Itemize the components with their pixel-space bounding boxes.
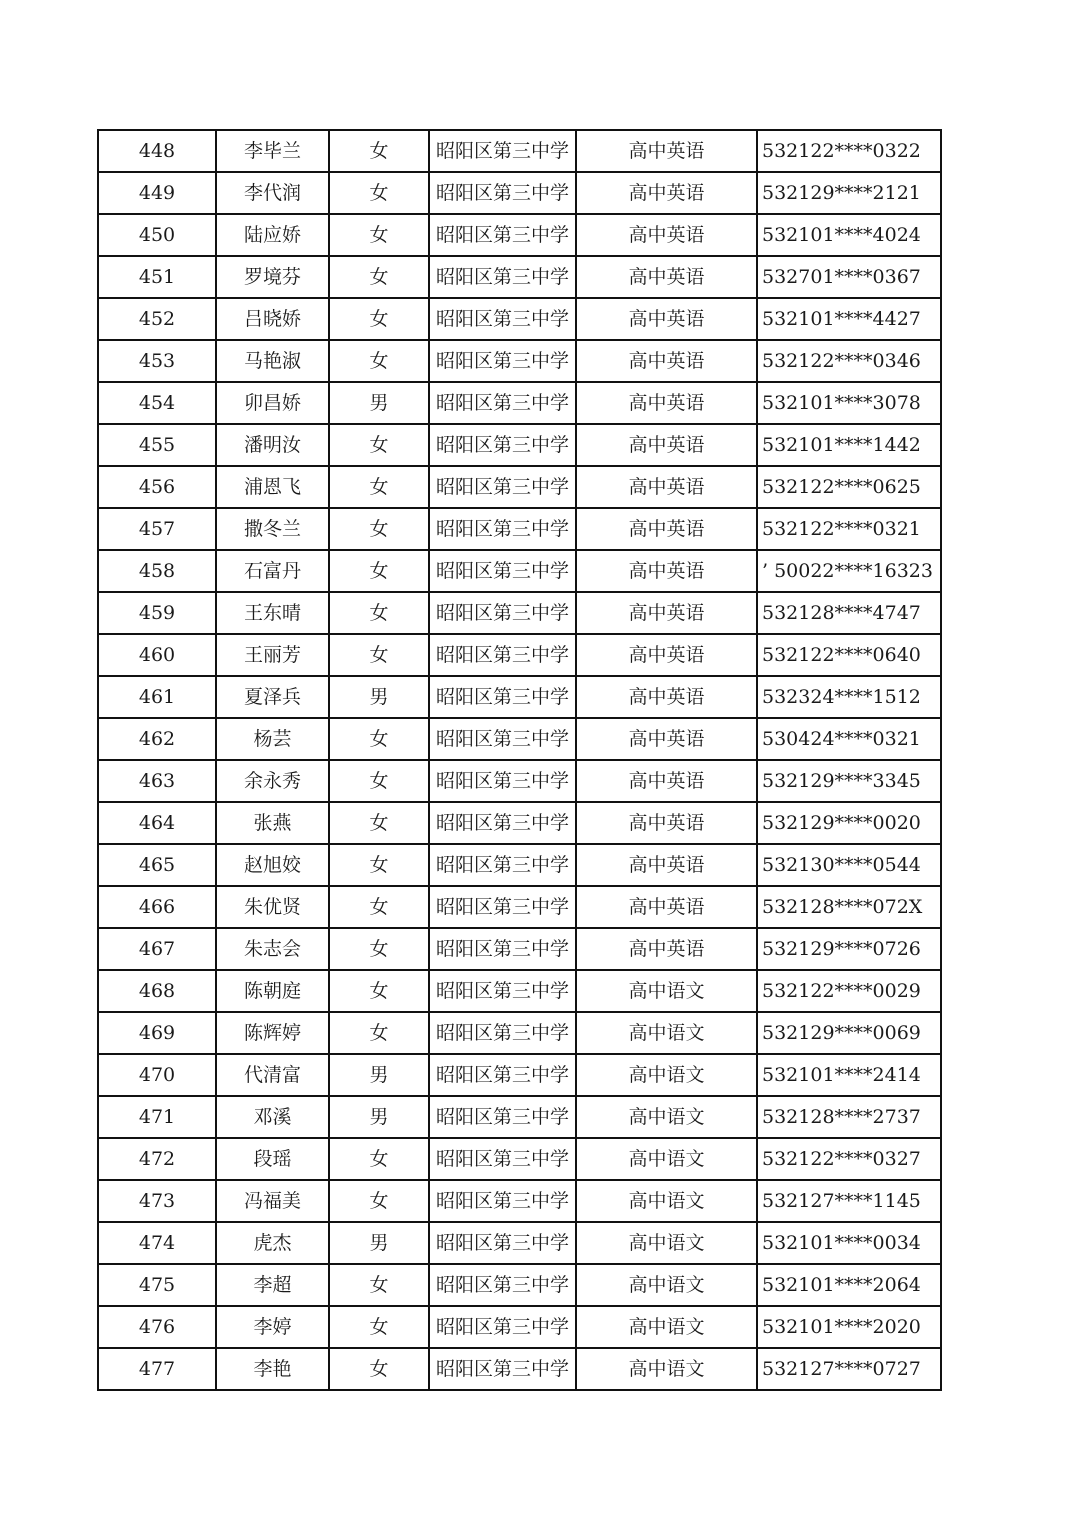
- gender-cell: 女: [329, 592, 429, 634]
- school-cell: 昭阳区第三中学: [429, 634, 576, 676]
- table-row: [98, 298, 941, 340]
- gender-cell: 女: [329, 1012, 429, 1054]
- gender-cell: 女: [329, 298, 429, 340]
- table-row: [98, 130, 941, 172]
- row-number-cell: 450: [98, 214, 216, 256]
- subject-cell: 高中英语: [576, 172, 757, 214]
- subject-cell: 高中英语: [576, 592, 757, 634]
- gender-cell: 女: [329, 1138, 429, 1180]
- table-row: [98, 1138, 941, 1180]
- gender-cell: 男: [329, 382, 429, 424]
- row-number-cell: 449: [98, 172, 216, 214]
- school-cell: 昭阳区第三中学: [429, 886, 576, 928]
- row-number-cell: 457: [98, 508, 216, 550]
- school-cell: 昭阳区第三中学: [429, 970, 576, 1012]
- school-cell: 昭阳区第三中学: [429, 1222, 576, 1264]
- id-number-cell: 532324****1512: [757, 676, 941, 718]
- subject-cell: 高中语文: [576, 1096, 757, 1138]
- table-row: [98, 214, 941, 256]
- school-cell: 昭阳区第三中学: [429, 1012, 576, 1054]
- subject-cell: 高中英语: [576, 760, 757, 802]
- subject-cell: 高中英语: [576, 130, 757, 172]
- subject-cell: 高中英语: [576, 550, 757, 592]
- subject-cell: 高中英语: [576, 676, 757, 718]
- subject-cell: 高中语文: [576, 1138, 757, 1180]
- school-cell: 昭阳区第三中学: [429, 1264, 576, 1306]
- name-cell: 潘明汝: [216, 424, 329, 466]
- name-cell: 冯福美: [216, 1180, 329, 1222]
- row-number-cell: 472: [98, 1138, 216, 1180]
- table-row: [98, 1012, 941, 1054]
- row-number-cell: 451: [98, 256, 216, 298]
- id-number-cell: 532129****0020: [757, 802, 941, 844]
- row-number-cell: 459: [98, 592, 216, 634]
- id-number-cell: 532127****0727: [757, 1348, 941, 1390]
- subject-cell: 高中英语: [576, 466, 757, 508]
- name-cell: 李超: [216, 1264, 329, 1306]
- name-cell: 虎杰: [216, 1222, 329, 1264]
- row-number-cell: 462: [98, 718, 216, 760]
- row-number-cell: 469: [98, 1012, 216, 1054]
- table-row: [98, 1222, 941, 1264]
- table-row: [98, 424, 941, 466]
- subject-cell: 高中英语: [576, 340, 757, 382]
- id-number-cell: 532122****0321: [757, 508, 941, 550]
- row-number-cell: 474: [98, 1222, 216, 1264]
- id-number-cell: 532129****0726: [757, 928, 941, 970]
- gender-cell: 女: [329, 550, 429, 592]
- row-number-cell: 456: [98, 466, 216, 508]
- row-number-cell: 453: [98, 340, 216, 382]
- school-cell: 昭阳区第三中学: [429, 1348, 576, 1390]
- table-row: [98, 1180, 941, 1222]
- subject-cell: 高中英语: [576, 634, 757, 676]
- gender-cell: 男: [329, 1096, 429, 1138]
- row-number-cell: 448: [98, 130, 216, 172]
- roster-body: [98, 130, 941, 1390]
- school-cell: 昭阳区第三中学: [429, 424, 576, 466]
- row-number-cell: 463: [98, 760, 216, 802]
- table-row: [98, 634, 941, 676]
- name-cell: 李婷: [216, 1306, 329, 1348]
- name-cell: 王东晴: [216, 592, 329, 634]
- id-number-cell: 532101****2414: [757, 1054, 941, 1096]
- gender-cell: 女: [329, 718, 429, 760]
- school-cell: 昭阳区第三中学: [429, 214, 576, 256]
- table-row: [98, 1054, 941, 1096]
- school-cell: 昭阳区第三中学: [429, 802, 576, 844]
- row-number-cell: 468: [98, 970, 216, 1012]
- gender-cell: 男: [329, 1054, 429, 1096]
- school-cell: 昭阳区第三中学: [429, 550, 576, 592]
- id-number-cell: 532122****0640: [757, 634, 941, 676]
- gender-cell: 女: [329, 1306, 429, 1348]
- name-cell: 王丽芳: [216, 634, 329, 676]
- id-number-cell: 532122****0322: [757, 130, 941, 172]
- gender-cell: 女: [329, 844, 429, 886]
- name-cell: 朱优贤: [216, 886, 329, 928]
- table-row: [98, 718, 941, 760]
- id-number-cell: 530424****0321: [757, 718, 941, 760]
- row-number-cell: 461: [98, 676, 216, 718]
- subject-cell: 高中语文: [576, 1264, 757, 1306]
- id-number-cell: 532122****0346: [757, 340, 941, 382]
- name-cell: 吕晓娇: [216, 298, 329, 340]
- table-row: [98, 172, 941, 214]
- school-cell: 昭阳区第三中学: [429, 592, 576, 634]
- table-row: [98, 382, 941, 424]
- subject-cell: 高中英语: [576, 508, 757, 550]
- gender-cell: 女: [329, 340, 429, 382]
- gender-cell: 女: [329, 424, 429, 466]
- subject-cell: 高中英语: [576, 886, 757, 928]
- gender-cell: 女: [329, 1348, 429, 1390]
- subject-cell: 高中语文: [576, 1180, 757, 1222]
- school-cell: 昭阳区第三中学: [429, 928, 576, 970]
- gender-cell: 女: [329, 886, 429, 928]
- name-cell: 李代润: [216, 172, 329, 214]
- subject-cell: 高中英语: [576, 928, 757, 970]
- school-cell: 昭阳区第三中学: [429, 130, 576, 172]
- table-row: [98, 886, 941, 928]
- name-cell: 李毕兰: [216, 130, 329, 172]
- name-cell: 石富丹: [216, 550, 329, 592]
- gender-cell: 女: [329, 508, 429, 550]
- school-cell: 昭阳区第三中学: [429, 718, 576, 760]
- row-number-cell: 466: [98, 886, 216, 928]
- subject-cell: 高中语文: [576, 1348, 757, 1390]
- school-cell: 昭阳区第三中学: [429, 760, 576, 802]
- name-cell: 陈辉婷: [216, 1012, 329, 1054]
- table-row: [98, 466, 941, 508]
- id-number-cell: 532122****0625: [757, 466, 941, 508]
- row-number-cell: 477: [98, 1348, 216, 1390]
- id-number-cell: 532101****2020: [757, 1306, 941, 1348]
- row-number-cell: 467: [98, 928, 216, 970]
- table-row: [98, 1096, 941, 1138]
- subject-cell: 高中语文: [576, 970, 757, 1012]
- table-row: [98, 802, 941, 844]
- gender-cell: 女: [329, 130, 429, 172]
- row-number-cell: 455: [98, 424, 216, 466]
- school-cell: 昭阳区第三中学: [429, 676, 576, 718]
- name-cell: 浦恩飞: [216, 466, 329, 508]
- name-cell: 余永秀: [216, 760, 329, 802]
- name-cell: 张燕: [216, 802, 329, 844]
- gender-cell: 女: [329, 970, 429, 1012]
- subject-cell: 高中英语: [576, 298, 757, 340]
- school-cell: 昭阳区第三中学: [429, 1138, 576, 1180]
- name-cell: 段瑶: [216, 1138, 329, 1180]
- gender-cell: 女: [329, 1180, 429, 1222]
- name-cell: 陈朝庭: [216, 970, 329, 1012]
- table-row: [98, 676, 941, 718]
- table-row: [98, 928, 941, 970]
- row-number-cell: 470: [98, 1054, 216, 1096]
- name-cell: 代清富: [216, 1054, 329, 1096]
- gender-cell: 女: [329, 634, 429, 676]
- name-cell: 夏泽兵: [216, 676, 329, 718]
- subject-cell: 高中英语: [576, 718, 757, 760]
- school-cell: 昭阳区第三中学: [429, 172, 576, 214]
- table-row: [98, 592, 941, 634]
- row-number-cell: 452: [98, 298, 216, 340]
- school-cell: 昭阳区第三中学: [429, 382, 576, 424]
- school-cell: 昭阳区第三中学: [429, 1180, 576, 1222]
- row-number-cell: 476: [98, 1306, 216, 1348]
- id-number-cell: 532101****0034: [757, 1222, 941, 1264]
- id-number-cell: 532101****3078: [757, 382, 941, 424]
- subject-cell: 高中语文: [576, 1054, 757, 1096]
- school-cell: 昭阳区第三中学: [429, 508, 576, 550]
- table-row: [98, 844, 941, 886]
- subject-cell: 高中英语: [576, 424, 757, 466]
- gender-cell: 女: [329, 172, 429, 214]
- id-number-cell: 532127****1145: [757, 1180, 941, 1222]
- name-cell: 杨芸: [216, 718, 329, 760]
- school-cell: 昭阳区第三中学: [429, 1096, 576, 1138]
- subject-cell: 高中语文: [576, 1222, 757, 1264]
- id-number-cell: 532701****0367: [757, 256, 941, 298]
- row-number-cell: 471: [98, 1096, 216, 1138]
- table-row: [98, 256, 941, 298]
- gender-cell: 女: [329, 214, 429, 256]
- id-number-cell: 532128****4747: [757, 592, 941, 634]
- school-cell: 昭阳区第三中学: [429, 1306, 576, 1348]
- id-number-cell: 532101****2064: [757, 1264, 941, 1306]
- table-row: [98, 340, 941, 382]
- school-cell: 昭阳区第三中学: [429, 466, 576, 508]
- table-row: [98, 550, 941, 592]
- id-number-cell: 532101****4427: [757, 298, 941, 340]
- gender-cell: 女: [329, 760, 429, 802]
- name-cell: 卯昌娇: [216, 382, 329, 424]
- table-row: [98, 1348, 941, 1390]
- school-cell: 昭阳区第三中学: [429, 298, 576, 340]
- gender-cell: 女: [329, 1264, 429, 1306]
- school-cell: 昭阳区第三中学: [429, 1054, 576, 1096]
- subject-cell: 高中英语: [576, 382, 757, 424]
- school-cell: 昭阳区第三中学: [429, 844, 576, 886]
- gender-cell: 男: [329, 676, 429, 718]
- subject-cell: 高中语文: [576, 1012, 757, 1054]
- name-cell: 陆应娇: [216, 214, 329, 256]
- subject-cell: 高中英语: [576, 256, 757, 298]
- row-number-cell: 460: [98, 634, 216, 676]
- subject-cell: 高中英语: [576, 844, 757, 886]
- table-row: [98, 508, 941, 550]
- table-row: [98, 760, 941, 802]
- table-row: [98, 1306, 941, 1348]
- id-number-cell: 532129****2121: [757, 172, 941, 214]
- subject-cell: 高中英语: [576, 802, 757, 844]
- row-number-cell: 473: [98, 1180, 216, 1222]
- id-number-cell: 532128****2737: [757, 1096, 941, 1138]
- name-cell: 撒冬兰: [216, 508, 329, 550]
- id-number-cell: 532128****072X: [757, 886, 941, 928]
- id-number-cell: 532130****0544: [757, 844, 941, 886]
- roster-table: [97, 129, 942, 1391]
- gender-cell: 男: [329, 1222, 429, 1264]
- name-cell: 罗境芬: [216, 256, 329, 298]
- id-number-cell: ’ 50022****16323: [757, 550, 941, 592]
- name-cell: 李艳: [216, 1348, 329, 1390]
- id-number-cell: 532101****4024: [757, 214, 941, 256]
- subject-cell: 高中英语: [576, 214, 757, 256]
- id-number-cell: 532101****1442: [757, 424, 941, 466]
- name-cell: 邓溪: [216, 1096, 329, 1138]
- gender-cell: 女: [329, 466, 429, 508]
- row-number-cell: 458: [98, 550, 216, 592]
- id-number-cell: 532129****3345: [757, 760, 941, 802]
- row-number-cell: 465: [98, 844, 216, 886]
- table-row: [98, 1264, 941, 1306]
- row-number-cell: 475: [98, 1264, 216, 1306]
- table-row: [98, 970, 941, 1012]
- gender-cell: 女: [329, 928, 429, 970]
- school-cell: 昭阳区第三中学: [429, 340, 576, 382]
- row-number-cell: 454: [98, 382, 216, 424]
- name-cell: 赵旭姣: [216, 844, 329, 886]
- school-cell: 昭阳区第三中学: [429, 256, 576, 298]
- gender-cell: 女: [329, 802, 429, 844]
- id-number-cell: 532129****0069: [757, 1012, 941, 1054]
- gender-cell: 女: [329, 256, 429, 298]
- subject-cell: 高中语文: [576, 1306, 757, 1348]
- name-cell: 朱志会: [216, 928, 329, 970]
- id-number-cell: 532122****0029: [757, 970, 941, 1012]
- id-number-cell: 532122****0327: [757, 1138, 941, 1180]
- row-number-cell: 464: [98, 802, 216, 844]
- name-cell: 马艳淑: [216, 340, 329, 382]
